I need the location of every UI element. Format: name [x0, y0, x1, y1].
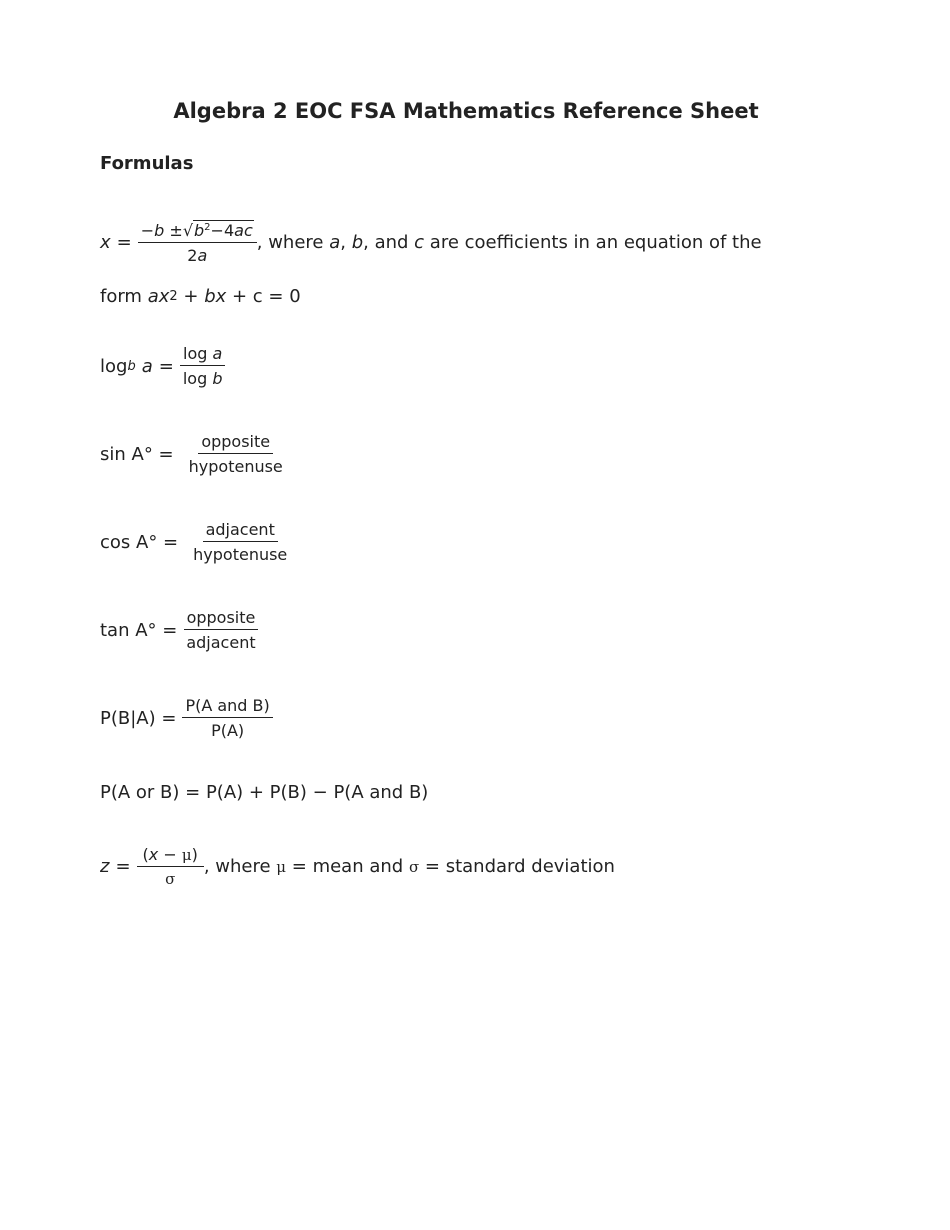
page-title: Algebra 2 EOC FSA Mathematics Reference Sheet: [173, 99, 759, 123]
log-den-var: b: [212, 369, 223, 388]
section-heading: Formulas: [100, 153, 194, 174]
sine-formula: [100, 432, 286, 476]
quadratic-numerator: [138, 220, 257, 243]
radicand-exponent: 2: [204, 222, 211, 233]
quadratic-var-c: c: [414, 232, 425, 253]
plus-minus-sign: ±: [169, 221, 183, 240]
quadratic-var-a: a: [329, 232, 341, 253]
addition-rule-formula: [100, 782, 428, 803]
radical-sign: √: [182, 221, 194, 240]
log-num-var: a: [212, 344, 223, 363]
z-where: , where: [203, 856, 277, 877]
quadratic-description: are coefficients in an equation of the: [424, 232, 762, 253]
cosine-formula: [100, 520, 290, 564]
z-equals: =: [115, 856, 131, 877]
conditional-fraction: [182, 696, 272, 740]
z-close-paren: ): [191, 845, 198, 864]
form-plus: +: [177, 286, 205, 307]
conditional-probability-formula: [100, 696, 273, 740]
log-formula: [100, 344, 225, 388]
quadratic-where: , where: [256, 232, 330, 253]
cosine-denominator: hypotenuse: [193, 545, 288, 564]
radicand-ac: ac: [234, 221, 253, 240]
tangent-formula: [100, 608, 259, 652]
quadratic-lhs: x: [100, 232, 111, 253]
sine-lhs: sin A° =: [100, 443, 174, 465]
radicand: [193, 220, 254, 240]
radicand-b: b: [194, 221, 205, 240]
quadratic-and: , and: [363, 232, 415, 253]
addition-rule-text: P(A or B) = P(A) + P(B) − P(A and B): [100, 782, 429, 803]
mu-symbol: μ: [276, 857, 287, 876]
log-numerator: [180, 344, 225, 366]
z-lhs: z: [100, 856, 110, 877]
form-exponent: 2: [169, 289, 178, 304]
mean-text: = mean and: [286, 856, 409, 877]
sine-fraction: [186, 432, 286, 476]
denominator-a: a: [197, 246, 208, 265]
log-fraction: [180, 344, 226, 388]
log-argument: a: [141, 355, 153, 377]
z-minus: −: [158, 845, 182, 864]
cosine-lhs: cos A° =: [100, 531, 179, 553]
radicand-minus-four: −4: [210, 221, 235, 240]
quadratic-comma: ,: [340, 232, 352, 253]
form-ax: ax: [147, 286, 170, 307]
conditional-lhs: P(B|A) =: [100, 707, 177, 729]
form-bx: bx: [204, 286, 227, 307]
z-denominator: σ: [165, 870, 176, 888]
conditional-numerator: P(A and B): [182, 696, 272, 718]
quadratic-fraction: [138, 220, 257, 265]
tangent-denominator: adjacent: [186, 633, 256, 652]
quadratic-form-line: [100, 286, 301, 307]
quadratic-denominator: [184, 243, 210, 265]
log-denominator: [180, 366, 226, 388]
sine-numerator: opposite: [198, 432, 273, 454]
log-num-word: log: [183, 344, 208, 363]
tangent-fraction: [183, 608, 258, 652]
quadratic-equals: =: [116, 232, 132, 253]
log-den-word: log: [182, 369, 208, 388]
z-fraction: [137, 845, 204, 888]
quadratic-formula: [100, 220, 762, 265]
cosine-fraction: [190, 520, 290, 564]
cosine-numerator: adjacent: [203, 520, 278, 542]
quadratic-neg-b: −b: [140, 221, 165, 240]
sine-denominator: hypotenuse: [188, 457, 283, 476]
sigma-symbol: σ: [408, 857, 420, 876]
form-rest: + c = 0: [226, 286, 301, 307]
log-base: b: [127, 358, 136, 374]
square-root: [183, 220, 254, 240]
z-x: x: [148, 845, 159, 864]
z-open-paren: (: [142, 845, 149, 864]
sd-text: = standard deviation: [419, 856, 615, 877]
z-numerator: [137, 845, 204, 867]
log-lhs: log: [100, 355, 128, 377]
denominator-two: 2: [187, 246, 198, 265]
form-text: form: [100, 286, 148, 307]
z-mu: μ: [181, 846, 192, 864]
conditional-denominator: P(A): [211, 721, 245, 740]
tangent-numerator: opposite: [184, 608, 259, 630]
quadratic-var-b: b: [351, 232, 364, 253]
log-equals: =: [158, 355, 174, 377]
z-score-formula: [100, 845, 615, 888]
tangent-lhs: tan A° =: [100, 619, 178, 641]
